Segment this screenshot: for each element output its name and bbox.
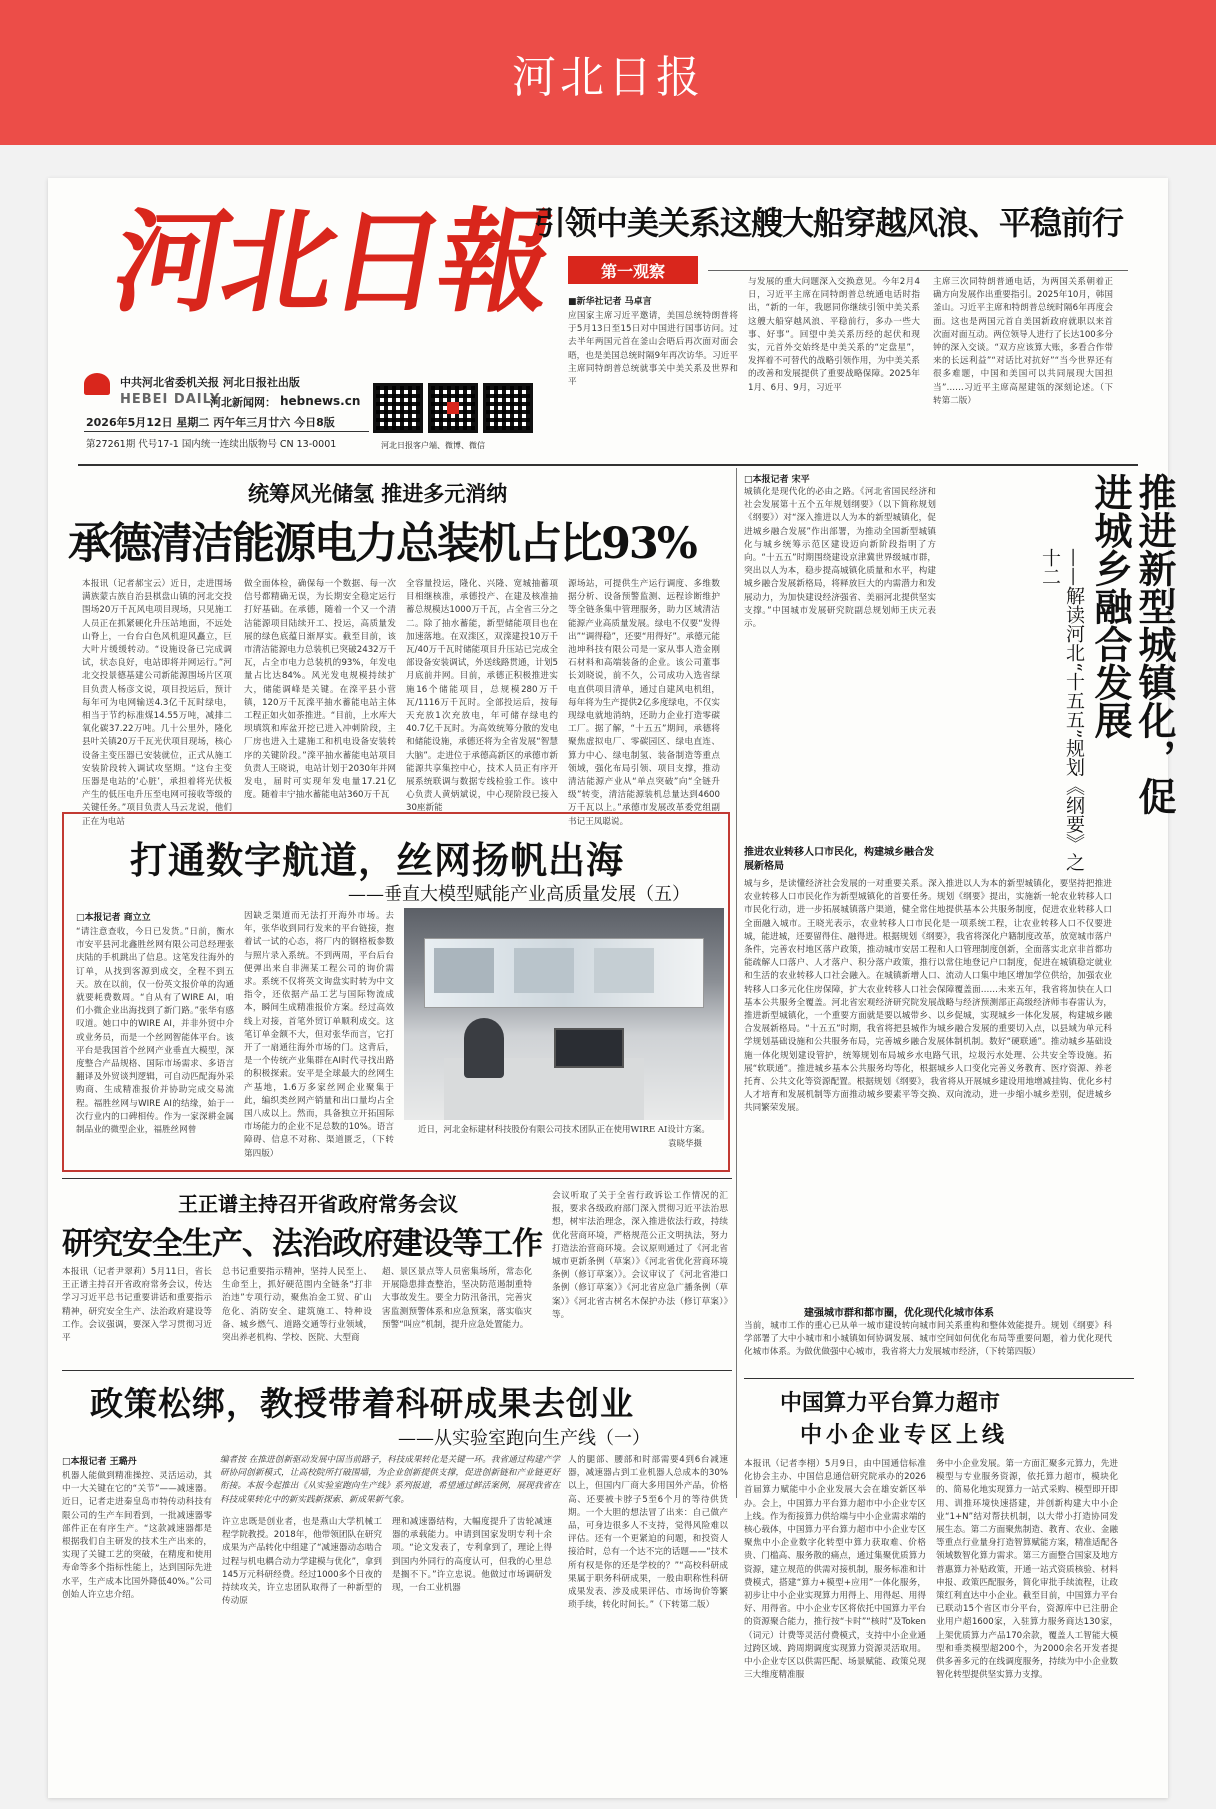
newspaper-page[interactable] (48, 178, 1177, 1798)
urban-closing: 当前，城市工作的重心已从单一城市建设转向城市间关系重构和整体效能提升。规划《纲要》科学部署了大中小城市和小城镇如何协调发展、城市空间如何优化布局等重要问题，着力优化现代化城市体系。为做优做强中心城市，我省将大力发展城市经济，（下转第四版） (744, 1321, 1112, 1358)
qr-caption: 河北日报客户端、微博、微信 (381, 441, 485, 450)
digital-byline: □本报记者 商立立 (76, 913, 151, 923)
digital-photo-caption: 近日，河北金标建材科技股份有限公司技术团队正在使用WIRE AI设计方案。 (418, 1125, 710, 1135)
wang-col-3: 超、景区景点等人员密集场所，常态化开展隐患排查整治，坚决防范遏制重特大事故发生。要全力防汛备汛，完善灾害监测预警体系和应急预案，落实临灾预警“叫应”机制，提升应急处置能力。 (382, 1267, 532, 1330)
wang-col-4: 会议听取了关于全省行政诉讼工作情况的汇报，要求各级政府部门深入贯彻习近平法治思想，树牢法治理念，深入推进依法行政，持续优化营商环境，严格规范公正文明执法，努力打造法治营商环境。会议原则通过了《河北省城市更新条例（草案）》《河北省优化营商环境条例（修订草案）》。会议审议了《河北省港口条例（修订草案）》《河北省应急广播条例（草案）》《河北省古树名木保护办法（修订草案）》等。 (552, 1191, 728, 1320)
research-editor-note: 编者按 在推进创新驱动发展中国当前路子，科技成果转化是关键一环。我省通过构建产学研协同创新模式，让高校院所打破围墙，为企业创新提供支撑，促进创新链和产业链更好衔接。本报今起推出《从实验室跑向生产线》系列报道，希望通过鲜活案例，展现我省在科技成果转化中的新实践新探索、新成果新气象。 (220, 1455, 560, 1505)
digital-col-2: 因缺乏渠道而无法打开海外市场。去年，张华收到同行发来的平台链接，抱着试一试的心态，将厂内的钢格板参数与照片录入系统。不到两周，平台后台便弹出来自非洲某工程公司的询价需求。系统不仅将英文询盘实时转为中文指令，还依据产品工艺与国际物流成本，瞬间生成精准报价方案。经过高效线上对接，首笔外贸订单顺利成交。这笔订单金额不大，但对张华而言，它打开了一扇通往海外市场的门。这背后，是一个传统产业集群在AI时代寻找出路的积极探索。安平是全球最大的丝网生产基地，1.6万多家丝网企业聚集于此，编织类丝网产销量和出口量均占全国八成以上。然而，具备独立开拓国际市场能力的企业不足总数的10%。语言障碍、信息不对称、渠道匮乏，（下转第四版） (244, 911, 394, 1159)
masthead-emblem-icon (84, 373, 110, 395)
chengde-headline[interactable]: 承德清洁能源电力总装机占比93% (68, 519, 696, 569)
urban-section-1: 推进农业转移人口市民化，构建城乡融合发展新格局 (744, 847, 934, 872)
qr-code-app[interactable] (373, 383, 423, 433)
urban-subtitle: ——解读河北“十五五”规划《纲要》之十二 (1039, 548, 1085, 872)
digital-photo-credit: 袁晓华摄 (668, 1139, 703, 1149)
computing-col-2: 务中小企业发展。第一方面汇聚多元算力，先进模型与专业服务资源，依托算力超市，模块化的、简易化地实现算力一站式采购、模型即开即用、训推环境快速搭建，并创新构建大中小企业“1+N”结对帮扶机制，以大带小打造协同发展生态。第二方面聚焦制造、教育、农业、金融等重点行业量身打造智算赋能方案，精准适配各领域数智化算力需求。第三方面整合国家及地方普惠算力补贴政策，开通一站式资质核验、材料申报、政策匹配服务，简化审批手续流程，让政策红利直达中小企业。截至目前，中国算力平台已联动15个省区市分平台，资源库中已注册企业用户超1600家，入驻算力服务商达130家，上架优质算力产品170余款，覆盖人工智能大模型和垂类模型超200个，为2000余名开发者提供多善多元的在线调度服务，持续为中小企业数智化转型提供坚实算力支撑。 (936, 1459, 1118, 1681)
lead-byline: ■新华社记者 马卓言 (568, 297, 652, 307)
urban-body: 城与乡，是读懂经济社会发展的一对重要关系。深入推进以人为本的新型城镇化，要坚持把推进农业转移人口市民化作为新型城镇化的首要任务。规划《纲要》提出，实施新一轮农业转移人口市民化行动，进一步拓展城镇落户渠道，健全常住地提供基本公共服务制度，促进农业转移人口全面融入城市。王晓光表示，农业转移人口市民化是一项系统工程，让农业转移人口不仅要进城，能进城，还要留得住、融得进。根据规划《纲要》，我省将深化户籍制度改革，放宽城市落户条件，完善农村地区落户政策，推动城市安居工程和人口管理制度创新，全面落实北京非首都功能疏解人口落户、人才落户、积分落户政策，推行以常住地登记户口制度，促进在城镇稳定就业和生活的农业转移人口社会融入。在城镇新增人口、流动人口集中地区增加学位供给，加强农业转移人口多元化住房保障，扩大农业转移人口社会保障覆盖面……未来五年，我省将加快在人口基本公共服务全覆盖。河北省宏观经济研究院发展战略与经济预测部正高级经济师韦春雷认为，推进新型城镇化，一个重要方面就是要以城带乡、以乡促城，实现城乡一体化发展，构建城乡融合发展新格局。“十五五”时期，我省将把县城作为城乡融合发展的重要切入点，以县域为单元科学规划基础设施和公共服务布局，完善城乡融合发展体制机制。数好“硬联通”。推动城乡基础设施一体化规划建设管护，统筹规划布局城乡水电路气讯，垃圾污水处理、公共安全等设施。拓展“软联通”。推进城乡基本公共服务均等化，根据城乡人口变化完善义务教育、医疗资源、养老托育、公共文化等资源配置。根据规划《纲要》，我省将从开展城乡建设用地增减挂钩、优化乡村人才培育和发展机制等方面推动城乡要素平等交换、双向流动，进一步缩小城乡差别，促进城乡共同繁荣发展。 (744, 879, 1112, 1114)
research-col-4: 人的腿部、腰部和时部需要4到6台减速器，减速器占到工业机器人总成本的30%以上，但国内厂商大多用国外产品，价格高、还要被卡脖子5至6个月的等待供货期。一个大胆的想法冒了出来：自己做产品，可身边很多人不支持，觉得风险难以评估。还有一个更紧迫的问题，和投资人接洽时，总有一个达不完的话题——“技术所有权是你的还是学校的？”“高校科研成果属于职务科研成果，一般由职称性科研成果发表、涉及成果评估、市场询价等繁琐手续，转化时间长。”（下转第二版） (568, 1455, 728, 1611)
masthead-website[interactable]: hebnews.cn (280, 394, 361, 408)
qr-code-wechat[interactable] (483, 383, 533, 433)
wang-kicker: 王正谱主持召开省政府常务会议 (178, 1192, 458, 1216)
research-col-1: 机器人能做到精准操控、灵活运动，其中一大关键在它的“关节”——减速器。近日，记者走进秦皇岛市特传动科技有限公司的生产车间看到，一批减速器零部件正在有序生产。“这款减速器都是根据我们自主研发的技术生产出来的，实现了关键工艺的突破，在精度和使用寿命等多个指标性能上，达到国际先进水平，生产成本比国外降低40%。”公司创始人许立忠介绍。 (62, 1471, 212, 1600)
masthead-logo: 河北日報 (104, 197, 560, 328)
lead-col-2: 与发展的重大问题深入交换意见。今年2月4日，习近平主席在同特朗普总统通电话时指出，“新的一年，我愿同你继续引领中美关系这艘大船穿越风浪、平稳前行，多办一些大事、好事”。回望中美关系历经的起伏和现实，元首外交始终是中美关系的“定盘星”，发挥着不可替代的战略引领作用，为中美关系的改善和发展提供了重要战略保障。2025年1月、6月、9月，习近平 (748, 277, 920, 393)
urban-byline: □本报记者 宋平 (744, 475, 810, 485)
computing-col-1: 本报讯（记者李栩）5月9日，由中国通信标准化协会主办、中国信息通信研究院承办的2026首届算力赋能中小企业发展大会在雄安新区举办。会上，中国算力平台算力超市中小企业专区上线。作为衔接算力供给端与中小企业需求端的核心载体，中国算力平台算力超市中小企业专区聚焦中小企业数字化转型中算力获取难、价格贵、门槛高、服务散的痛点，通过集聚优质算力资源，建立规范的供需对接机制，服务标准和计费模式，搭建“算力+模型+应用”一体化服务，初步让中小企业实现算力用得上、用得起、用得好、用得省。中小企业专区将依托中国算力平台的资源聚合能力，推行按“卡时”“核时”及Token（词元）计费等灵活付费模式，支持中小企业通过跨区域、跨周期调度实现算力资源灵活取用。中小企业专区以供需匹配、场景赋能、政策兑现三大维度精准服 (744, 1459, 926, 1681)
urban-section-2: 建强城市群和都市圈，优化现代化城市体系 (804, 1308, 994, 1319)
research-col-2: 许立忠既是创业者，也是燕山大学机械工程学院教授。2018年，他带领团队在研究成果为产品转化中组建了“减速器动态啮合过程与机电耦合动力学建模与优化”，拿到145万元科研经费。经过1000多个日夜的持续攻关，许立忠团队取得了一种新型的传动原 (222, 1517, 382, 1607)
lead-label-badge: 第一观察 (568, 256, 698, 284)
research-headline[interactable]: 政策松绑，教授带着科研成果去创业 (90, 1384, 634, 1423)
chengde-col-3: 全容量投运，隆化、兴隆、宽城抽蓄项目相继核准，承德投产、在建及核准抽蓄总规模达1000万千瓦，占全省三分之二。除了抽水蓄能，新型储能项目也在加速落地。在双滦区，双滦建投10万千瓦/40万千瓦时储能项目升压站已完成全部设备安装调试，外送线路贯通，计划5月底前并网。目前，承德正积极推进实施16个储能项目，总规模280万千瓦/1116万千瓦时。全部投运后，按每天充放1次充放电，年可储存绿电约40.7亿千瓦时。为高效统筹分散的发电和储能设施，承德还将为全省发展“智慧大脑”。走进位于承德高新区的承德市新能源共享集控中心，技术人员正有序开展系统联调与数据专线检验工作。该中心负责人黄炳斌说，中心现阶段已接入30座新能 (406, 579, 558, 814)
digital-col-1: “请注意查收，今日已发货。”日前，衡水市安平县河北鑫胜丝网有限公司总经理张庆陆的手机跳出了信息。这笔发往海外的订单，从找到客源到成交，全程不到五天。放在以前，仅一份英文报价单的沟通就要耗费数周。“自从有了WIRE AI，咱们小微企业出海找到了新门路。”张华有感叹道。她口中的WIRE AI，并非外贸中介或业务员，而是一个丝网智能体平台。该平台是我国首个丝网产业垂直大模型，深度整合产品规格、国际市场需求、多语言翻译及外贸谈判逻辑，可自动匹配海外采购商、生成精准报价并协助完成交易流程。福胜丝网与WIRE AI的结缘，始于一次行业内的口碑相传。作为一家深耕金属制品业的微型企业，福胜丝网曾 (76, 927, 234, 1136)
lead-col-1: 应国家主席习近平邀请，美国总统特朗普将于5月13日至15日对中国进行国事访问。过去半年两国元首在釜山会晤后再次面对面会晤，也是美国总统时隔9年再次访华。习近平主席同特朗普总统就事关中美关系及世界和平 (568, 311, 738, 388)
wang-col-1: 本报讯（记者尹翠莉）5月11日，省长王正谱主持召开省政府常务会议，传达学习习近平总书记重要讲话和重要指示精神，研究安全生产、法治政府建设等工作。会议强调，要深入学习贯彻习近平 (62, 1267, 212, 1344)
app-title: 河北日报 (512, 51, 704, 103)
masthead-date-line: 2026年5月12日 星期二 丙午年三月廿六 今日8版 (86, 416, 335, 429)
urban-intro: 城镇化是现代化的必由之路。《河北省国民经济和社会发展第十五个五年规划纲要》（以下简称规划《纲要》）对“深入推进以人为本的新型城镇化，促进城乡融合发展”作出部署，为推动全国新型城镇化与城乡统筹示范区建设迈向新阶段指明了方向。“十五五”时期围绕建设京津冀世界级城市群，突出以人为本，稳步提高城镇化质量和水平，构建城乡融合发展新格局，将释放巨大的内需潜力和发展动力，为加快建设经济强省、美丽河北提供坚实支撑。”中国城市发展研究院副总规划师王庆元表示。 (744, 487, 936, 630)
chengde-kicker: 统筹风光储氢 推进多元消纳 (248, 481, 508, 506)
lead-col-3: 主席三次同特朗普通电话，为两国关系朝着正确方向发展作出重要指引。2025年10月，韩国釜山。习近平主席和特朗普总统时隔6年再度会面。这也是两国元首自美国新政府就职以来首次面对面互动。两位领导人进行了长达100多分钟的深入交谈。“双方应该算大账，多看合作带来的长远利益”“对话比对抗好”“当今世界还有很多难题，中国和美国可以共同展现大国担当”……习近平主席高屋建瓴的深刻论述。（下转第二版） (933, 277, 1113, 406)
research-col-3: 理和减速器结构，大幅度提升了齿轮减速器的承载能力。申请到国家发明专利十余项。“论文发表了，专利拿到了，理论上得到国内外同行的高度认可，但我的心里总是搁不下。”许立忠说。他做过市场调研发现，一台工业机器 (392, 1517, 552, 1594)
masthead-issue-line: 第27261期 代号17-1 国内统一连续出版物号 CN 13-0001 (86, 439, 337, 450)
computing-headline-2[interactable]: 中小企业专区上线 (800, 1422, 1009, 1448)
chengde-col-1: 本报讯（记者郝宝云）近日，走进围场满族蒙古族自治县棋盘山镇的河北交投围场20万千瓦风电项目现场，只见施工人员正在抓紧硬化升压站地面，不远处山脊上，一台台白色风机迎风矗立，巨大叶片缓缓转动。“设施设备已完成调试，状态良好，电站即将并网运行。”河北交投景德基建公司新能源围场片区项目负责人杨彦文说，项目投运后，预计每年可为电网输送4.3亿千瓦时绿电，相当于节约标准煤14.55万吨，减排二氧化碳37.22万吨。几十公里外，隆化县叶关镇20万千瓦光伏项目现场，核心设备主变压器已安装就位，正式从施工安装阶段转入调试攻坚期。“这台主变压器是电站的‘心脏’，承担着将光伏板产生的低压电升压至电网可接收等级的关键任务。”项目负责人马云龙说，他们正在为电站 (82, 579, 232, 827)
wang-headline[interactable]: 研究安全生产、法治政府建设等工作 (62, 1226, 542, 1262)
app-header-banner (0, 0, 1216, 145)
qr-code-weibo[interactable] (428, 383, 478, 433)
lead-headline[interactable]: 引领中美关系这艘大船穿越风浪、平稳前行 (534, 204, 1124, 242)
masthead-org-line: 中共河北省委机关报 河北日报社出版 (120, 376, 300, 389)
chengde-col-4: 源场站，可提供生产运行调度、多维数据分析、设备预警监测、远程诊断维护等全链条集中管理服务，助力区域清洁能源产业高质量发展。绿电不仅要“发得出”“调得稳”，还要“用得好”。承德元能池坤科技有限公司是一家从事人造金刚石材料和高端装备的企业。该公司董事长刘晓说，前不久，公司成功入选省绿电直供项目清单，通过自建风电机组，每年将为生产提供2亿多度绿电，不仅实现绿电就地消纳，还助力企业打造零碳工厂。据了解，“十五五”期间，承德将聚焦虚拟电厂、零碳园区、绿电直连、算力中心、绿电制氢、装备制造等重点领域，强化布局引领、项目支撑，推动清洁能源产业从“单点突破”向“全链升级”转变，清洁能源装机总量达到4600万千瓦以上。”承德市发展改革委党组副书记王凤聪说。 (568, 579, 720, 827)
research-subtitle: ——从实验室跑向生产线（一） (398, 1428, 650, 1449)
research-byline: □本报记者 王璐丹 (62, 1457, 137, 1467)
digital-photo[interactable] (404, 908, 724, 1120)
wang-col-2: 总书记重要指示精神，坚持人民至上、生命至上，抓好硬范围内全链条“打非治违”专项行动，聚焦冶金工贸、矿山危化、消防安全、建筑施工、特种设备、城乡燃气、道路交通等行业领域，突出养老机构、学校、医院、大型商 (222, 1267, 372, 1344)
masthead-website-label: 河北新闻网： (210, 396, 276, 409)
computing-headline-1[interactable]: 中国算力平台算力超市 (780, 1390, 1001, 1416)
digital-subtitle: ——垂直大模型赋能产业高质量发展（五） (348, 884, 690, 905)
digital-headline[interactable]: 打通数字航道，丝网扬帆出海 (130, 838, 624, 882)
chengde-col-2: 做全面体检，确保每一个数据、每一次信号都精确无误，为长期安全稳定运行打好基础。在承德，随着一个又一个清洁能源项目陆续开工、投运，高质量发展的绿色底蕴日渐厚实。截至目前，该市清洁能源电力总装机已突破2432万千瓦，占全市电力总装机的93%，年发电量占比达84%。风光发电规模持续扩大，储能调峰是关键。在滦平县小营镇，120万千瓦滦平抽水蓄能电站主体工程正如火如荼推进。“目前，上水库大坝填筑和库盆开挖已进入冲刺阶段，主厂房也进入土建施工和机电设备安装转序的关键阶段。”滦平抽水蓄能电站项目负责人王晓说，电站计划于2030年并网发电，届时可实现年发电量17.21亿度。随着丰宁抽水蓄能电站360万千瓦 (244, 579, 396, 801)
masthead-english-name: HEBEI DAILY (120, 392, 221, 407)
urban-headline[interactable]: 推进新型城镇化，促进城乡融合发展 (1088, 473, 1177, 815)
